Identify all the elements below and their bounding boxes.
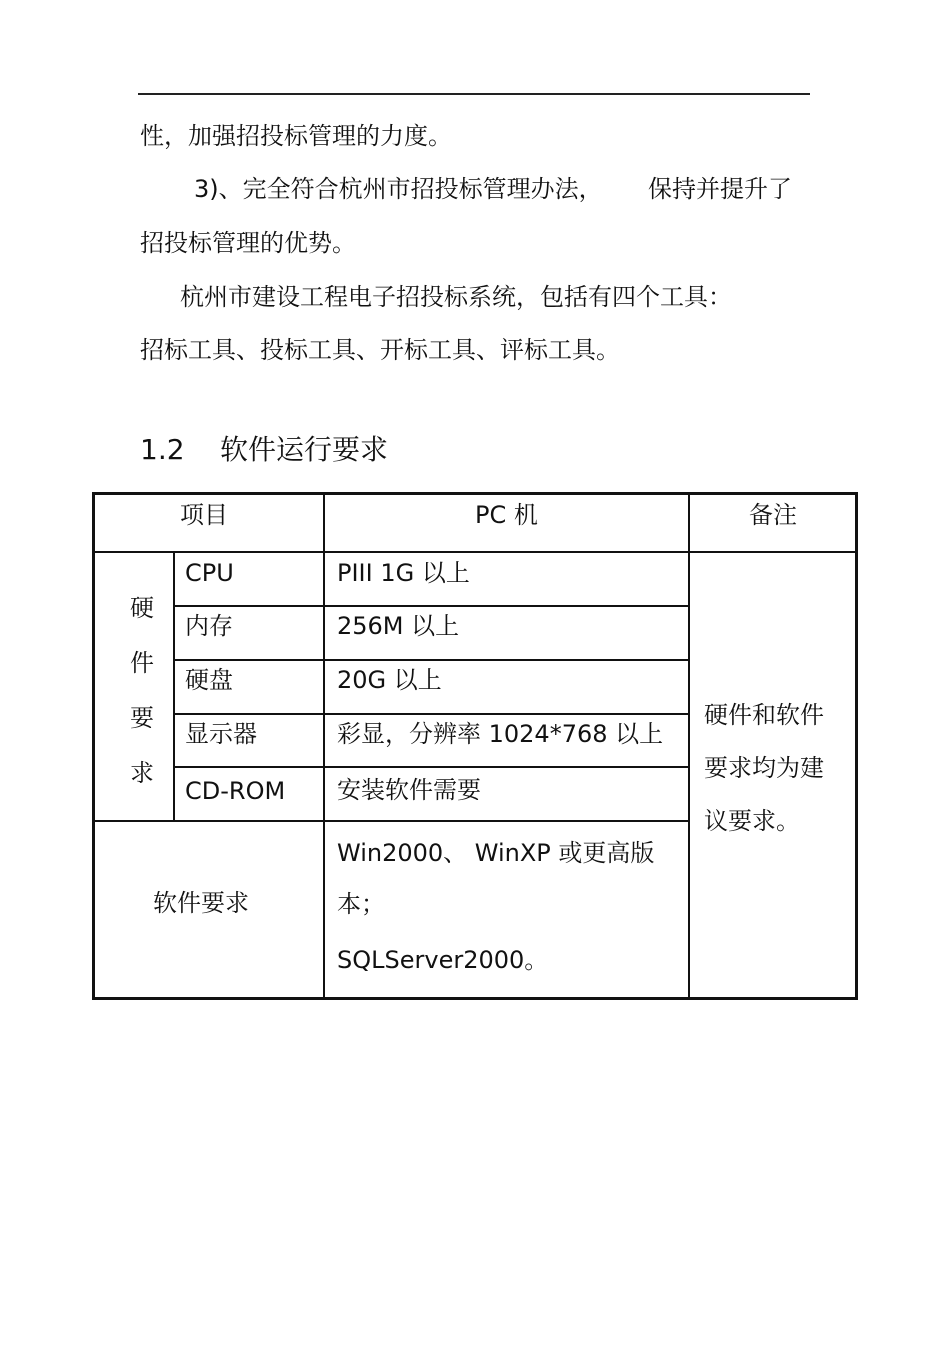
row-monitor-item: 显示器 [185,720,257,748]
body-line-2: 3)、完全符合杭州市招投标管理办法， [194,175,603,203]
grid-line [173,713,688,715]
software-label: 软件要求 [153,889,249,917]
header-pc: PC 机 [475,501,538,529]
row-cpu-value: PIII 1G 以上 [337,559,470,587]
body-line-1: 性，加强招投标管理的力度。 [140,122,452,150]
row-monitor-value: 彩显，分辨率 1024*768 以上 [337,720,664,748]
row-disk-item: 硬盘 [185,666,233,694]
body-line-2b: 保持并提升了 [648,175,792,203]
grid-line [173,766,688,768]
grid-line [323,495,325,997]
body-line-3: 招投标管理的优势。 [140,229,356,257]
hardware-group-label: 硬 件 要 求 [130,594,154,787]
header-note: 备注 [749,501,797,529]
row-disk-value: 20G 以上 [337,666,442,694]
grid-line [173,605,688,607]
header-item: 项目 [180,501,228,529]
grid-line [173,551,175,821]
grid-line [95,551,855,553]
software-line-3: SQLServer2000。 [337,946,549,974]
row-cdrom-item: CD-ROM [185,777,286,805]
row-memory-item: 内存 [185,612,233,640]
grid-line [688,495,690,997]
header-rule [138,93,810,95]
note-line-3: 议要求。 [704,807,800,835]
section-heading [140,432,388,468]
software-line-1: Win2000、 WinXP 或更高版 [337,839,655,867]
body-line-4: 杭州市建设工程电子招投标系统，包括有四个工具： [180,283,732,311]
grid-line [173,659,688,661]
body-line-5: 招标工具、投标工具、开标工具、评标工具。 [140,336,620,364]
software-line-2: 本； [337,890,385,918]
requirements-table [92,492,858,1000]
section-number: 1.2 [140,433,185,466]
section-title: 软件运行要求 [220,433,389,466]
note-line-2: 要求均为建 [704,754,824,782]
row-cpu-item: CPU [185,559,234,587]
row-cdrom-value: 安装软件需要 [337,776,481,804]
note-line-1: 硬件和软件 [704,701,824,729]
row-memory-value: 256M 以上 [337,612,460,640]
grid-line [95,820,688,822]
